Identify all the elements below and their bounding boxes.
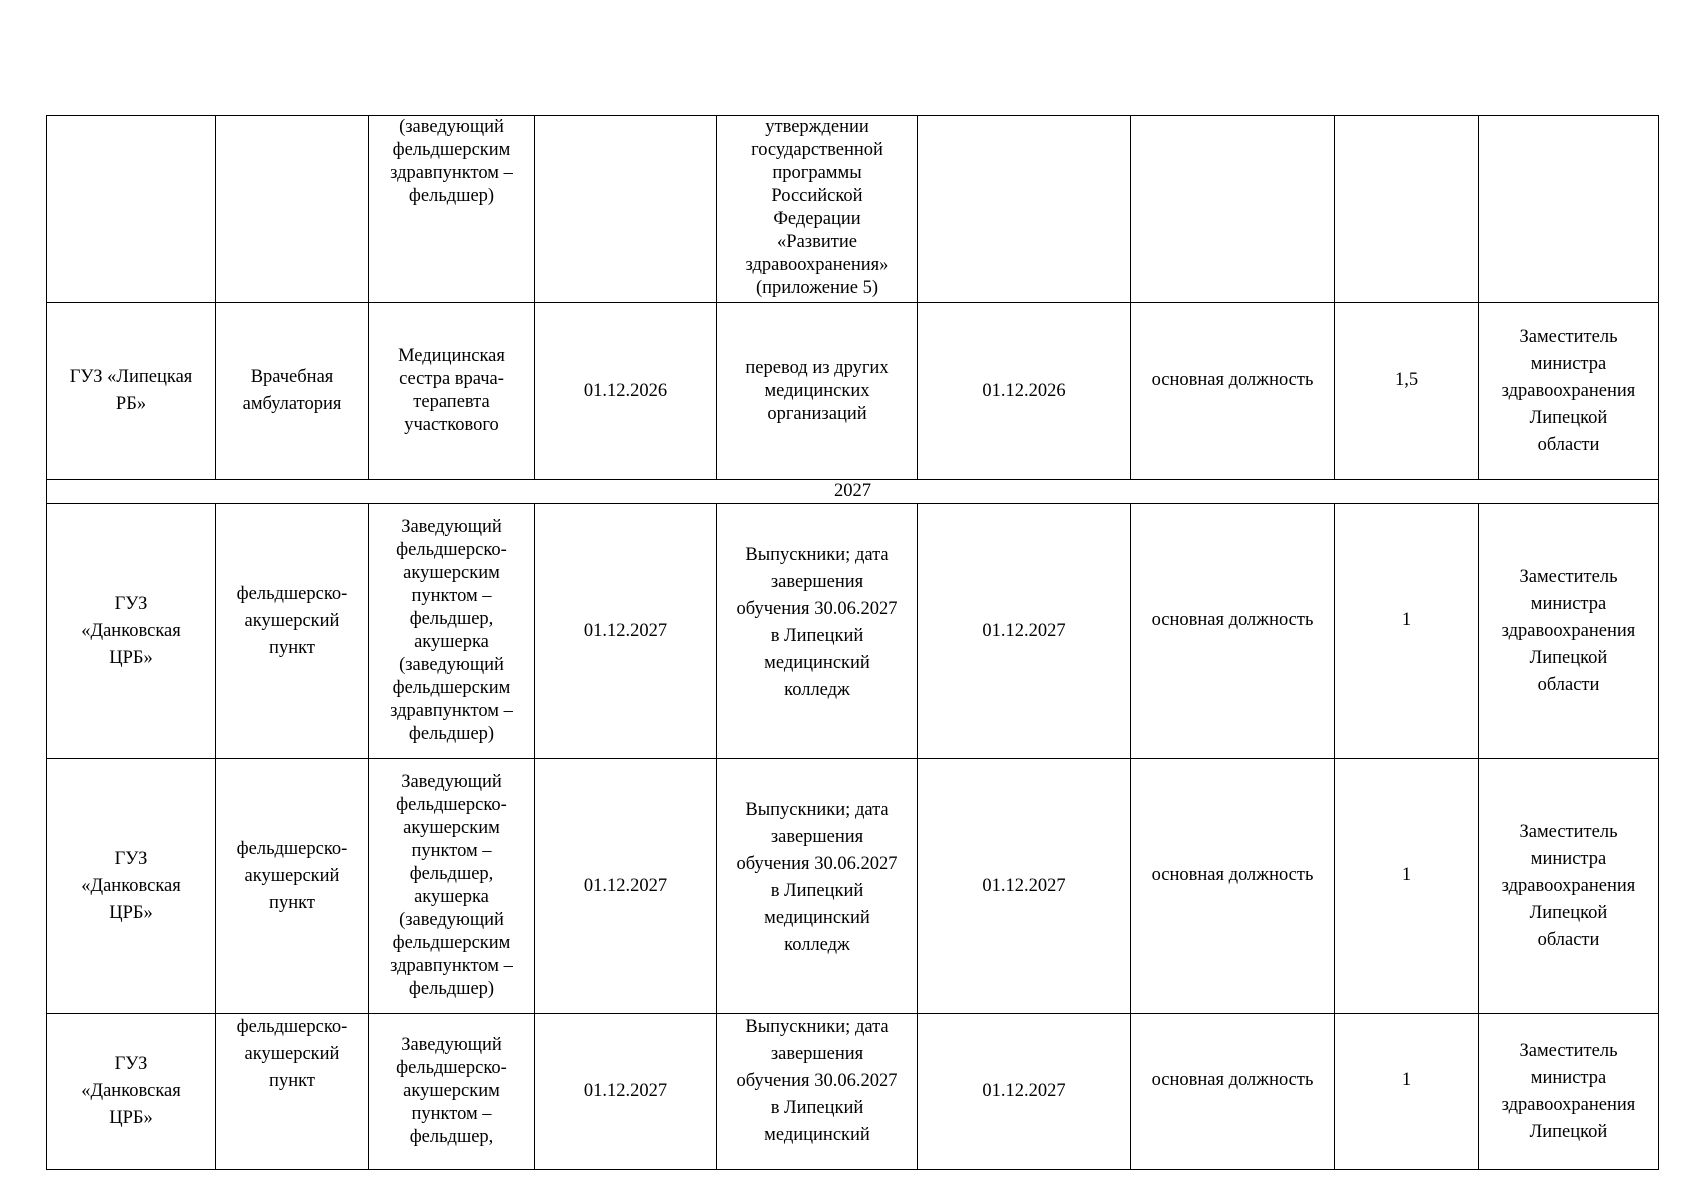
cell-unit: Врачебная амбулатория — [216, 303, 369, 480]
cell-type: основная должность — [1131, 1014, 1335, 1170]
table-row — [47, 504, 1659, 759]
cell-position: Заведующий фельдшерско- акушерским пунктом – фельдшер, акушерка (заведующий фельдшерским здравпунктом – фельдшер) — [369, 504, 535, 759]
cell-source: Выпускники; дата завершения обучения 30.06.2027 в Липецкий медицинский колледж — [717, 759, 918, 1014]
cell-type: основная должность — [1131, 759, 1335, 1014]
cell-date1 — [535, 116, 717, 303]
cell-org: ГУЗ «Данковская ЦРБ» — [47, 1014, 216, 1170]
cell-source: утверждении государственной программы Российской Федерации «Развитие здравоохранения» (приложение 5) — [717, 116, 918, 303]
cell-rate: 1 — [1335, 1014, 1479, 1170]
cell-responsible: Заместитель министра здравоохранения Липецкой области — [1479, 504, 1659, 759]
cell-rate: 1 — [1335, 504, 1479, 759]
cell-source: Выпускники; дата завершения обучения 30.06.2027 в Липецкий медицинский колледж — [717, 504, 918, 759]
cell-unit: фельдшерско- акушерский пункт — [216, 759, 369, 1014]
table-row-continued — [47, 116, 1659, 303]
cell-date2: 01.12.2026 — [918, 303, 1131, 480]
cell-date2: 01.12.2027 — [918, 504, 1131, 759]
cell-date1: 01.12.2027 — [535, 759, 717, 1014]
cell-source: Выпускники; дата завершения обучения 30.06.2027 в Липецкий медицинский — [717, 1014, 918, 1170]
cell-org: ГУЗ «Липецкая РБ» — [47, 303, 216, 480]
cell-position: Заведующий фельдшерско- акушерским пунктом – фельдшер, — [369, 1014, 535, 1170]
cell-date2: 01.12.2027 — [918, 1014, 1131, 1170]
cell-date1: 01.12.2027 — [535, 1014, 717, 1170]
cell-type: основная должность — [1131, 303, 1335, 480]
cell-date1: 01.12.2027 — [535, 504, 717, 759]
cell-source: перевод из других медицинских организаций — [717, 303, 918, 480]
cell-date1: 01.12.2026 — [535, 303, 717, 480]
staffing-plan-table — [46, 115, 1659, 1170]
cell-position: (заведующий фельдшерским здравпунктом – фельдшер) — [369, 116, 535, 303]
table-row — [47, 303, 1659, 480]
cell-position: Заведующий фельдшерско- акушерским пунктом – фельдшер, акушерка (заведующий фельдшерским здравпунктом – фельдшер) — [369, 759, 535, 1014]
cell-position: Медицинская сестра врача- терапевта участкового — [369, 303, 535, 480]
cell-date2 — [918, 116, 1131, 303]
cell-rate — [1335, 116, 1479, 303]
cell-rate: 1,5 — [1335, 303, 1479, 480]
year-separator-row — [47, 480, 1659, 504]
cell-responsible: Заместитель министра здравоохранения Липецкой области — [1479, 759, 1659, 1014]
cell-org: ГУЗ «Данковская ЦРБ» — [47, 759, 216, 1014]
table-row — [47, 759, 1659, 1014]
cell-org: ГУЗ «Данковская ЦРБ» — [47, 504, 216, 759]
cell-unit: фельдшерско- акушерский пункт — [216, 504, 369, 759]
cell-date2: 01.12.2027 — [918, 759, 1131, 1014]
cell-unit — [216, 116, 369, 303]
cell-responsible: Заместитель министра здравоохранения Липецкой — [1479, 1014, 1659, 1170]
year-header: 2027 — [47, 480, 1659, 504]
cell-type — [1131, 116, 1335, 303]
cell-responsible — [1479, 116, 1659, 303]
cell-org — [47, 116, 216, 303]
cell-type: основная должность — [1131, 504, 1335, 759]
cell-unit: фельдшерско- акушерский пункт — [216, 1014, 369, 1170]
cell-rate: 1 — [1335, 759, 1479, 1014]
table-row — [47, 1014, 1659, 1170]
cell-responsible: Заместитель министра здравоохранения Липецкой области — [1479, 303, 1659, 480]
